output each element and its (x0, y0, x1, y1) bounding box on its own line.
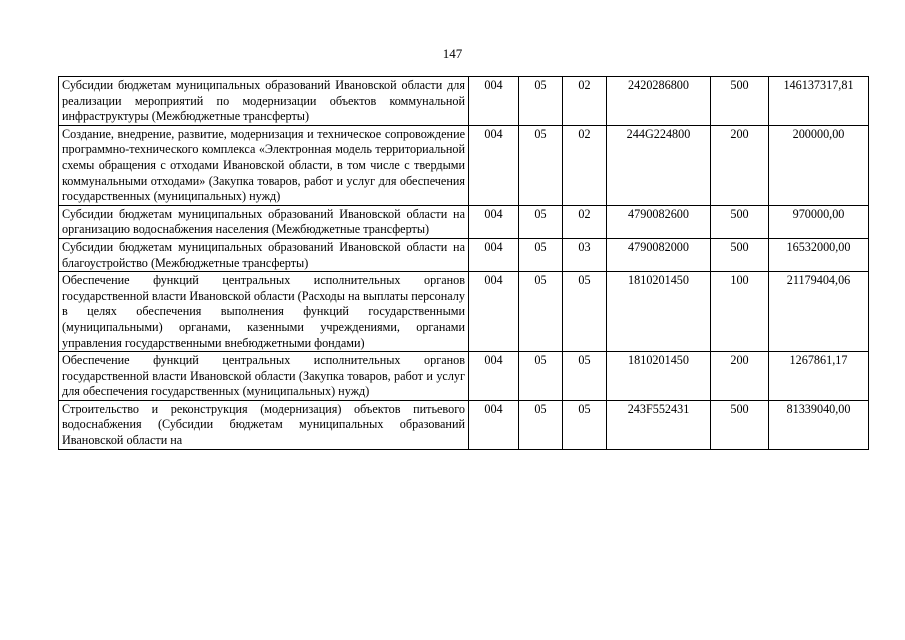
row-amount: 200000,00 (769, 125, 869, 205)
row-expense-type: 200 (711, 352, 769, 401)
row-target-article: 1810201450 (607, 352, 711, 401)
row-amount: 970000,00 (769, 205, 869, 238)
row-target-article: 1810201450 (607, 272, 711, 352)
row-section-code: 05 (519, 352, 563, 401)
row-glv-code: 004 (469, 272, 519, 352)
row-subsection-code: 02 (563, 205, 607, 238)
row-glv-code: 004 (469, 205, 519, 238)
row-section-code: 05 (519, 205, 563, 238)
row-subsection-code: 02 (563, 125, 607, 205)
row-subsection-code: 03 (563, 238, 607, 271)
table-row (59, 352, 869, 401)
row-subsection-code: 05 (563, 272, 607, 352)
row-amount: 146137317,81 (769, 77, 869, 126)
table-row (59, 125, 869, 205)
row-glv-code: 004 (469, 125, 519, 205)
table-row (59, 400, 869, 449)
row-glv-code: 004 (469, 77, 519, 126)
row-target-article: 4790082600 (607, 205, 711, 238)
row-section-code: 05 (519, 400, 563, 449)
row-target-article: 244G224800 (607, 125, 711, 205)
page-number: 147 (442, 46, 463, 61)
row-expense-type: 200 (711, 125, 769, 205)
row-amount: 81339040,00 (769, 400, 869, 449)
row-section-code: 05 (519, 77, 563, 126)
row-description: Создание, внедрение, развитие, модернизация и техническое сопровождение программно-технического комплекса «Электронная модель территориальной схемы обращения с отходами Ивановской области, в том числе с твердыми коммунальными отходами» (Закупка товаров, работ и услуг для обеспечения государственных (муниципальных) нужд) (59, 125, 469, 205)
table-row (59, 272, 869, 352)
table-row (59, 205, 869, 238)
row-description: Строительство и реконструкция (модернизация) объектов питьевого водоснабжения (Субсидии бюджетам муниципальных образований Ивановской области на (59, 400, 469, 449)
row-expense-type: 100 (711, 272, 769, 352)
row-description: Субсидии бюджетам муниципальных образований Ивановской области на благоустройство (Межбюджетные трансферты) (59, 238, 469, 271)
row-description: Субсидии бюджетам муниципальных образований Ивановской области на организацию водоснабжения населения (Межбюджетные трансферты) (59, 205, 469, 238)
row-expense-type: 500 (711, 77, 769, 126)
table-row (59, 77, 869, 126)
row-subsection-code: 05 (563, 352, 607, 401)
row-expense-type: 500 (711, 238, 769, 271)
row-target-article: 2420286800 (607, 77, 711, 126)
row-glv-code: 004 (469, 238, 519, 271)
row-section-code: 05 (519, 238, 563, 271)
row-amount: 21179404,06 (769, 272, 869, 352)
row-expense-type: 500 (711, 205, 769, 238)
row-description: Обеспечение функций центральных исполнительных органов государственной власти Ивановской области (Расходы на выплаты персоналу в целях обеспечения выполнения функций государственными (муниципальными) органами, казенными учреждениями, органами управления государственными внебюджетными фондами) (59, 272, 469, 352)
row-section-code: 05 (519, 272, 563, 352)
row-target-article: 243F552431 (607, 400, 711, 449)
row-glv-code: 004 (469, 352, 519, 401)
row-amount: 1267861,17 (769, 352, 869, 401)
row-target-article: 4790082000 (607, 238, 711, 271)
table-row (59, 238, 869, 271)
row-subsection-code: 05 (563, 400, 607, 449)
row-expense-type: 500 (711, 400, 769, 449)
row-description: Субсидии бюджетам муниципальных образований Ивановской области для реализации мероприятий по модернизации объектов коммунальной инфраструктуры (Межбюджетные трансферты) (59, 77, 469, 126)
budget-table (58, 76, 869, 450)
row-section-code: 05 (519, 125, 563, 205)
row-amount: 16532000,00 (769, 238, 869, 271)
row-description: Обеспечение функций центральных исполнительных органов государственной власти Ивановской области (Закупка товаров, работ и услуг для обеспечения государственных (муниципальных) нужд) (59, 352, 469, 401)
row-subsection-code: 02 (563, 77, 607, 126)
row-glv-code: 004 (469, 400, 519, 449)
